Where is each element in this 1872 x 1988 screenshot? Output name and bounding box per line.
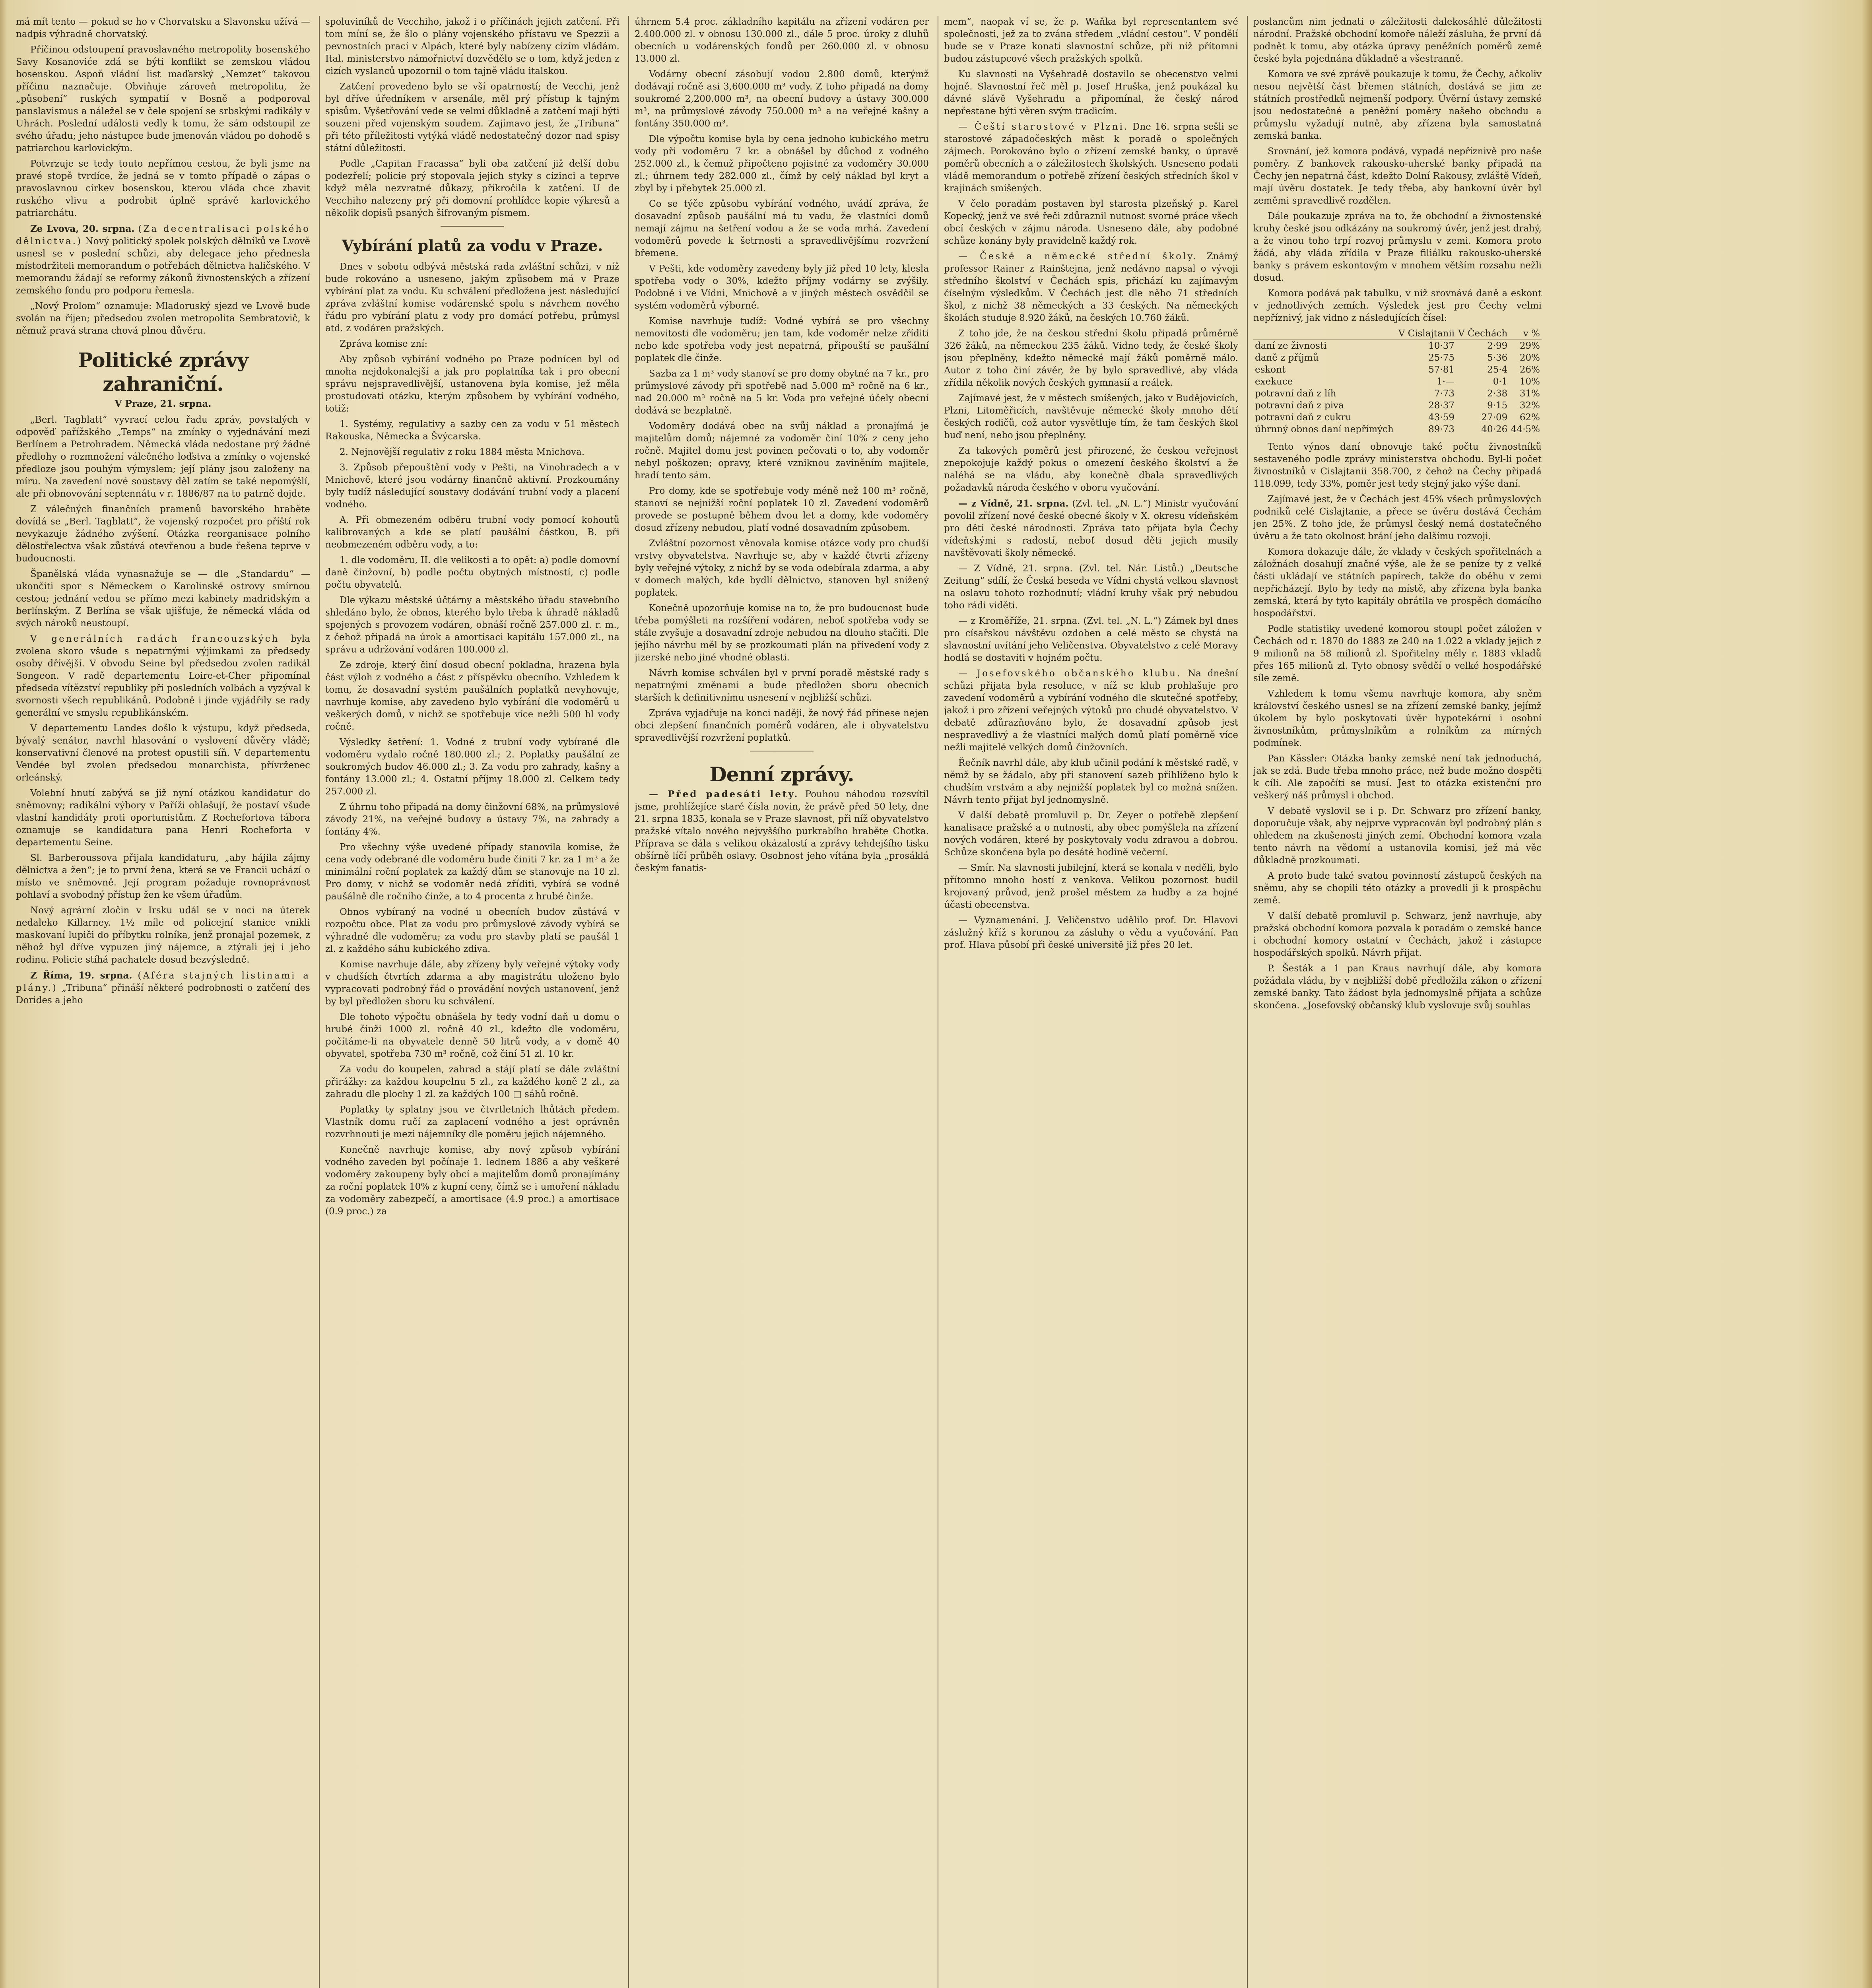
table-cell: 62% [1519,412,1540,423]
table-header-cell: V Cislajtanii [1396,328,1456,340]
paragraph: Sazba za 1 m³ vody stanoví se pro domy obytné na 7 kr., pro průmyslové závody při spotřebě nad 5.000 m³ ročně na 6 kr., nad 20.000 m³ ročně na 5 kr. Voda pro veřejné účely obecní dodává se bezplatně. [635,369,929,416]
table-cell: 2·99 [1487,341,1508,351]
table-cell: 28·37 [1428,400,1455,411]
column-4 [944,16,1238,1988]
dateline: Z Říma, 19. srpna. [30,970,132,981]
paragraph: A proto bude také svatou povinností zástupců českých na sněmu, aby se chopili této otázky a provedli ji k prospěchu země. [1253,871,1542,906]
table-cell: 32% [1519,400,1540,411]
paragraph: Vzhledem k tomu všemu navrhuje komora, aby sněm království českého usnesl se na zřízení zemské banky, jejímž úkolem by bylo poskytovati úvěr hypotekární i osobní živnostníkům, průmyslníkům a rolníkům za mírných podmínek. [1253,689,1542,748]
paragraph: Tento výnos daní obnovuje také počtu živnostníků sestaveného podle zprávy ministerstva obchodu. Byl-li počet živnostníků v Cislajtanii 358.700, z čehož na Čechy připadá 118.099, tedy 33%, poměr jest tedy stejný jako výše daní. [1253,442,1542,489]
paragraph [635,788,929,875]
paragraph: Řečník navrhl dále, aby klub učinil podání k městské radě, v němž by se žádalo, aby při stanovení sazeb přihlíženo bylo k chudším vrstvám a aby nejnižší poplatek byl co možná snížen. Návrh tento přijat byl jednomyslně. [944,758,1238,805]
paragraph-text: Na dnešní schůzi přijata byla resoluce, v níž se klub prohlašuje pro zavedení vodoměrů a vybírání vodného dle skutečné spotřeby, jakož i pro zřízení veřejných výtoků pro chudé obyvatelstvo. V debatě zdůrazňováno bylo, že dosavadní způsob jest nespravedlivý a že vlastníci malých domů platí poměrně více nežli majitelé velkých domů činžovních. [944,668,1238,753]
paragraph: A. Při obmezeném odběru trubní vody pomocí kohoutů kalibrovaných a kde se platí paušální částkou, B. při neobmezeném odběru vody, a to: [325,515,619,550]
paragraph: Podle statistiky uvedené komorou stoupl počet záložen v Čechách od r. 1870 do 1883 ze 240 na 1.022 a vklady jejich z 9 milionů na 58 milionů zl. Spořitelny měly r. 1883 vkladů přes 165 milionů zl. Tyto obnosy svědčí o velké hospodářské síle země. [1253,624,1542,683]
paragraph: Podle „Capitan Fracassa“ byli oba zatčení již delší dobu podezřelí; policie prý stopovala jejich styky s cizinci a teprve když měla nezvratné důkazy, přikročila k zatčení. U de Vecchiho nalezeny prý při domovní prohlídce kopie výkresů a několik dopisů psaných šifrovaným písmem. [325,159,619,218]
paragraph: Dále poukazuje zpráva na to, že obchodní a živnostenské kruhy české jsou odkázány na soukromý úvěr, jenž jest drahý, a že vinou toho trpí rozvoj průmyslu v zemi. Komora proto žádá, aby vláda zřídila v Praze filiálku rakousko-uherské banky s právem eskontovým v mnohem větším rozsahu nežli dosud. [1253,211,1542,283]
paragraph: — z Kroměříže, 21. srpna. (Zvl. tel. „N. L.“) Zámek byl dnes pro císařskou návštěvu ozdoben a celé město se chystá na slavnostní uvítání jeho Veličenstva. Obyvatelstvo z celé Moravy hodlá se dostaviti v hojném počtu. [944,616,1238,663]
dateline: — z Vídně, 21. srpna. [958,498,1069,509]
paragraph: Zatčení provedeno bylo se vší opatrností; de Vecchi, jenž byl dříve úředníkem v arsenále, měl prý přístup k tajným spisům. Vyšetřování vede se velmi důkladně a zatčení mají býti souzeni před vojenským soudem. Zajímavo jest, že „Tribuna“ při této příležitosti vytýká vládě nedostatečný dozor nad spisy státní důležitosti. [325,82,619,153]
paragraph: — Vyznamenání. J. Veličenstvo udělilo prof. Dr. Hlavovi záslužný kříž s korunou za zásluhy o vědu a vyučování. Pan prof. Hlava působí při české universitě již přes 20 let. [944,915,1238,950]
paragraph-text: Nový politický spolek polských dělníků ve Lvově usnesl se v poslední schůzi, aby delegace jeho přednesla místodržiteli memorandum o potřebách dělnictva haličského. V memorandu žádají se reformy zákonů živnostenských a zřízení zemského fondu pro podporu řemesla. [16,236,310,296]
dateline: Ze Lvova, 20. srpna. [30,223,135,234]
paragraph: Dle tohoto výpočtu obnášela by tedy vodní daň u domu o hrubé činži 1000 zl. ročně 40 zl., kdežto dle vodoměru, počítáme-li na obyvatele denně 50 litrů vody, a v domě 40 obyvatel, spotřeba 730 m³ ročně, což činí 51 zl. 10 kr. [325,1012,619,1059]
paragraph: Pro domy, kde se spotřebuje vody méně než 100 m³ ročně, stanoví se nejnižší roční poplatek 10 zl. Zavedení vodoměrů provede se postupně během dvou let a domy, kde vodoměry dosud zřízeny nebudou, platí vodné dosavadním způsobem. [635,486,929,533]
paragraph: poslancům nim jednati o záležitosti dalekosáhlé důležitosti národní. Pražské obchodní komoře náleží zásluha, že první dá podnět k tomu, aby otázka úpravy peněžních poměrů země české byla pojednána důkladně a všestranně. [1253,17,1542,64]
table-cell: potravní daň z cukru [1255,412,1352,423]
paragraph: Zajímavé jest, že v Čechách jest 45% všech průmyslových podniků celé Cislajtanie, a přece se úvěru dostává Čechám jen 25%. Z toho jde, že průmysl český nemá dostatečného úvěru a že tato okolnost brání jeho dalšímu rozvoji. [1253,494,1542,542]
table-row [1253,376,1542,388]
table-cell: 0·1 [1493,377,1508,387]
paragraph: Srovnání, jež komora podává, vypadá nepříznivě pro naše poměry. Z bankovek rakousko-uherské banky připadá na Čechy jen nepatrná část, kdežto Dolní Rakousy, zvláště Vídeň, mají úvěru dostatek. Je tedy třeba, aby bankovní úvěr byl zeměmi spravedlivě rozdělen. [1253,146,1542,206]
paragraph: V debatě vyslovil se i p. Dr. Schwarz pro zřízení banky, doporučuje však, aby nejprve vypracován byl podrobný plán s ohledem na zkušenosti jiných zemí. Obchodní komora vzala tento návrh na vědomí a ustanovila komisi, jež má věc důkladně prozkoumati. [1253,806,1542,866]
paragraph: mem“, naopak ví se, že p. Waňka byl representantem své společnosti, jež za to zvána středem „vládní cestou“. V pondělí bude se v Praze konati slavnostní schůze, při níž přítomni budou zástupcové všech pražských spolků. [944,17,1238,64]
paragraph: Vodoměry dodává obec na svůj náklad a pronajímá je majitelům domů; nájemné za vodoměr činí 10% z ceny jeho ročně. Majitel domu jest povinen pečovati o to, aby vodoměr nebyl poškozen; opravy, které vzniknou zaviněním majitele, hradí tento sám. [635,421,929,481]
paragraph [944,121,1238,195]
column-rule [628,16,629,1988]
table-row [1253,352,1542,364]
paragraph-text: „Tribuna“ přináší některé podrobnosti o zatčení des Dorides a jeho [16,983,310,1006]
paragraph-text: Dne 16. srpna sešli se starostové západočeských měst k poradě o společných zájmech. Porokováno bylo o zřízení zemské banky, o úpravě poměrů obecních a o záležitostech školských. Usneseno podati vládě memorandum o potřebě zřízení českých středních škol v krajinách smíšených. [944,122,1238,194]
table-header-row [1253,328,1542,340]
paragraph: Výsledky šetření: 1. Vodné z trubní vody vybírané dle vodoměru vydalo ročně 180.000 zl.; 2. Poplatky paušální ze soukromých budov 46.000 zl.; 3. Za vodu pro zahrady, kašny a fontány 13.000 zl.; 4. Ostatní příjmy 18.000 zl. Celkem tedy 257.000 zl. [325,737,619,797]
paragraph: má mít tento — pokud se ho v Chorvatsku a Slavonsku užívá — nadpis výhradně chorvatský. [16,17,310,39]
paragraph: úhrnem 5.4 proc. základního kapitálu na zřízení vodáren per 2.400.000 zl. v obnosu 130.000 zl., dále 5 proc. úroky z dluhů obecních u vodárenských fondů per 260.000 zl. v obnosu 13.000 zl. [635,17,929,64]
paragraph: Vodárny obecní zásobují vodou 2.800 domů, kterýmž dodávají ročně asi 3,600.000 m³ vody. Z toho připadá na domy soukromé 2,200.000 m³, na obecní budovy a ústavy 300.000 m³, na průmyslové závody 750.000 m³ a na veřejné kašny a fontány 350.000 m³. [635,69,929,129]
paragraph: Konečně navrhuje komise, aby nový způsob vybírání vodného zaveden byl počínaje 1. lednem 1886 a aby veškeré vodoměry zakoupeny byly obcí a majitelům domů pronajímány za roční poplatek 10% z kupní ceny, čímž se i umoření nákladu za vodoměry zabezpečí, a amortisace (4.9 proc.) a amortisace (0.9 proc.) za [325,1145,619,1217]
table-cell: 43·59 [1428,412,1455,423]
paragraph: Dnes v sobotu odbývá městská rada zvláštní schůzi, v níž bude rokováno a usneseno, jakým způsobem má v Praze vybírání plat za vodu. Ku schválení předložena jest následující zpráva zvláštní komise vodárenské spolu s návrhem nového řádu pro vybírání platu z vody pro domácí potřebu, průmysl atd. z vodáren pražských. [325,262,619,334]
paragraph: — Z Vídně, 21. srpna. (Zvl. tel. Nár. Listů.) „Deutsche Zeitung“ sdílí, že Česká beseda ve Vídni chystá velkou slavnost na oslavu tohoto rozhodnutí; vládní kruhy však prý nebudou toho rádi viděti. [944,563,1238,611]
paragraph: spoluviníků de Vecchiho, jakož i o příčinách jejich zatčení. Při tom míní se, že šlo o plány vojenského přístavu ve Spezzii a pevnostních prací v Alpách, které byly nabízeny cizím vládám. Ital. ministerstvo námořnictví dozvědělo se o tom, když jeden z cizích vyslanců upozornil o tom tajně vládu italskou. [325,17,619,76]
spaced-subheading: — Před padesáti lety. [649,789,799,800]
table-cell: 27·09 [1481,412,1508,423]
paragraph: Ze zdroje, který činí dosud obecní pokladna, hrazena byla část výloh z vodného a část z příspěvku obecního. Vzhledem k tomu, že dosavadní systém paušálních poplatků nevyhovuje, navrhuje komise, aby zavedeno bylo vybírání dle vodoměrů u veškerých domů, v nichž se spotřebuje více nežli 500 hl vody ročně. [325,660,619,732]
column-5 [1253,16,1846,1988]
paragraph-text: Známý professor Rainer z Rainštejna, jenž nedávno napsal o vývoji středního školství v Čechách spis, přichází ku zajímavým číselným výsledkům. V Čechách jest dle něho 71 středních škol, z nichž 38 německých a 33 českých. Na německých školách studuje 8.920 žáků, na českých 10.760 žáků. [944,251,1238,323]
table-row [1253,364,1542,376]
spaced-subheading: (Aféra stajných listinami a plány.) [16,971,310,993]
spaced-subheading: (Za decentralisaci polského dělnictva.) [16,224,310,247]
section-dateline: V Praze, 21. srpna. [115,398,212,409]
paragraph: Za takových poměrů jest přirozené, že českou veřejnost znepokojuje každý pokus o omezení českého školství a že naléhá se na vládu, aby konečně dbala spravedlivých požadavků národa českého v oboru vyučování. [944,446,1238,493]
paragraph: Potvrzuje se tedy touto nepřímou cestou, že byli jsme na pravé stopě tvrdíce, že jedná se v tomto případě o zápas o pravoslavnou církev bosenskou, kterou vláda chce zbavit ruského vlivu a podrobit úplně správě karlovického patriarchátu. [16,159,310,218]
section-heading-foreign-politics: Politické zprávy zahraniční. [78,348,249,396]
paragraph: Příčinou odstoupení pravoslavného metropolity bosenského Savy Kosanoviće zdá se býti konflikt se zemskou vládou bosenskou. Aspoň vládní list maďarský „Nemzet“ takovou příčinu naznačuje. Obviňuje zároveň metropolitu, že „působení“ ruských sympatií v Bosně a podporoval panslavismus a náležel se v čele spojení se srbskými radikály v Uhrách. Poslední události vedly k tomu, že sám odstoupil ze svého úřadu; jeho nástupce bude jmenován vládou po dohodě s patriarchou karlovickým. [16,45,310,153]
paragraph: Dle výkazu městské účtárny a městského úřadu stavebního shledáno bylo, že obnos, kterého bylo třeba k úhradě nákladů spojených s provozem vodáren, obnáší ročně 257.000 zl. r. m., z čehož připadá na úrok a amortisaci kapitálu 157.000 zl., na správu a udržování vodáren 100.000 zl. [325,595,619,655]
column-rule [319,16,320,1988]
paragraph: V departementu Landes došlo k výstupu, když předseda, bývalý senátor, navrhl hlasování o vyslovení důvěry vládě; konservativní členové na protest opustili síň. V departementu Vendée byl zvolen předsedou monarchista, přívrženec orleánský. [16,723,310,783]
spaced-subheading: — Josefovského občanského klubu. [958,668,1182,679]
paragraph: Návrh komise schválen byl v první poradě městské rady s nepatrnými změnami a bude předložen sboru obecních starších k definitivnímu usnesení v nejbližší schůzi. [635,668,929,703]
section-heading-daily-news: Denní zprávy. [709,763,854,786]
paragraph: Komora ve své zprávě poukazuje k tomu, že Čechy, ačkoliv nesou největší část břemen státních, dostává se jim ze státních prostředků nejmenší podpory. Úvěrní ústavy zemské jsou nedostatečné a peněžní poměry našeho obchodu a průmyslu vyžadují nutně, aby zřízena byla samostatná zemská banka. [1253,69,1542,141]
paragraph: Konečně upozorňuje komise na to, že pro budoucnost bude třeba pomýšleti na rozšíření vodáren, neboť spotřeba vody se stále zvyšuje a dosavadní zdroje nebudou na dlouho stačiti. Dle jejího návrhu měl by se prozkoumati plán na přivedení vody z jizerské nebo jiné vhodné oblasti. [635,603,929,663]
paragraph [16,223,310,297]
spaced-subheading: — Čeští starostové v Plzni. [958,122,1129,132]
page-edge-shadow [1862,0,1872,1988]
paragraph: Aby způsob vybírání vodného po Praze podnícen byl od mnoha nejdokonalejší a jak pro poplatníka tak i pro obecní správu nejspravedlivější, ustanovena byla komise, jež měla prostudovati otázku, kterým způsobem by vybírání vodného, totiž: [325,354,619,414]
table-cell: daně z příjmů [1255,353,1319,363]
separator [441,226,504,227]
paragraph: Co se týče způsobu vybírání vodného, uvádí zpráva, že dosavadní způsob paušální má tu vadu, že vlastníci domů nemají zájmu na šetření vodou a že se voda mrhá. Zavedení vodoměrů povede k šetrnosti a spravedlivějšímu rozvržení břemene. [635,199,929,258]
list-item: 1. Systémy, regulativy a sazby cen za vodu v 51 městech Rakouska, Německa a Švýcarska. [325,419,619,442]
table-row [1253,388,1542,400]
table-cell: 10·37 [1428,341,1455,351]
paragraph: V Pešti, kde vodoměry zavedeny byly již před 10 lety, klesla spotřeba vody o 30%, kdežto příjmy vodárny se zvýšily. Podobně i ve Vídni, Mnichově a v jiných městech osvědčil se systém vodoměrů výborně. [635,264,929,311]
table-cell: 10% [1519,377,1540,387]
table-cell: 7·73 [1434,388,1455,399]
paragraph: Zpráva vyjadřuje na konci naději, že nový řád přinese nejen obci zlepšení finančních poměrů vodáren, ale i obyvatelstvu spravedlivější rozvržení poplatků. [635,708,929,743]
paragraph: Komise navrhuje tudíž: Vodné vybírá se pro všechny nemovitosti dle vodoměru; jen tam, kde vodoměr nelze zříditi nebo kde spotřeba vody jest nepatrná, připouští se paušální poplatek dle činže. [635,316,929,363]
table-cell: 40·26 [1481,424,1508,435]
column-2 [325,16,619,1988]
paragraph: Pro všechny výše uvedené případy stanovila komise, že cena vody odebrané dle vodoměru bude činiti 7 kr. za 1 m³ a že minimální roční poplatek za každý dům se stanovuje na 10 zl. Pro domy, v nichž se vodoměr nedá zříditi, vybírá se vodné paušálně dle ročního činže, a to 4 procenta z hrubé činže. [325,842,619,902]
column-1 [16,16,310,1988]
paragraph: Komora dokazuje dále, že vklady v českých spořitelnách a záložnách dosahují značné výše, ale že se peníze ty z velké části ukládají ve státních papírech, takže do oběhu v zemi nepřicházejí. Bylo by tedy na místě, aby zřízena byla banka zemská, která by tyto kapitály obrátila ve prospěch domácího hospodářství. [1253,547,1542,619]
paragraph [16,633,310,719]
table-cell: potravní daň z líh [1255,388,1336,399]
table-cell: 29% [1519,341,1540,351]
paragraph: V další debatě promluvil p. Dr. Zeyer o potřebě zlepšení kanalisace pražské a o nutnosti, aby obec pomýšlela na zřízení nových vodáren, které by poskytovaly vodu zdravou a dobrou. Schůze skončena byla po desáté hodině večerní. [944,810,1238,858]
paragraph: Z úhrnu toho připadá na domy činžovní 68%, na průmyslové závody 21%, na veřejné budovy a ústavy 7%, na zahrady a fontány 4%. [325,802,619,837]
table-cell: 25·75 [1428,353,1455,363]
table-header-cell: V Čechách [1456,328,1509,340]
table-row [1253,400,1542,412]
paragraph: Poplatky ty splatny jsou ve čtvrtletních lhůtách předem. Vlastník domu ručí za zaplacení vodného a jest oprávněn rozvrhnouti je mezi nájemníky dle poměru jejich nájemného. [325,1105,619,1140]
paragraph: „Nový Prolom“ oznamuje: Mladoruský sjezd ve Lvově bude svolán na říjen; předsedou zvolen metropolita Sembratovič, k němuž pravá strana chová plnou důvěru. [16,301,310,336]
table-cell: 20% [1519,353,1540,363]
table-row [1253,412,1542,423]
table-cell: 89·73 [1428,424,1455,435]
paragraph: Zajímavé jest, že v městech smíšených, jako v Budějovicích, Plzni, Litoměřicích, navštěvuje německé školy mnoho dětí českých rodičů, což autor vysvětluje tím, že tam českých škol buď není, nebo jsou přeplněny. [944,393,1238,441]
paragraph: 1. dle vodoměru, II. dle velikosti a to opět: a) podle domovní daně činžovní, b) podle počtu obytných místností, c) podle počtu obyvatelů. [325,555,619,590]
paragraph [944,497,1238,559]
table-cell: 44·5% [1511,424,1540,435]
table-cell: daní ze živnosti [1255,341,1327,351]
list-item: 3. Způsob přepouštění vody v Pešti, na Vinohradech a v Mnichově, které jsou vodárny finančně aktivní. Prozkoumány byly tudíž následující soustavy dodávání trubní vody a placení vodného. [325,462,619,510]
paragraph: Z toho jde, že na českou střední školu připadá průměrně 326 žáků, na německou 235 žáků. Vidno tedy, že české školy jsou přeplněny, kdežto německé mají žáků poměrně málo. Autor z toho činí závěr, že by bylo spravedlivé, aby vláda zřídila několik nových českých gymnasií a reálek. [944,328,1238,388]
paragraph: Volební hnutí zabývá se již nyní otázkou kandidatur do sněmovny; radikální výbory v Paříži ohlašují, že postaví všude vlastní kandidáty proti oportunistům. Z Rochefortova tábora oznamuje se kandidatura pana Henri Rocheforta v departementu Seine. [16,788,310,848]
paragraph: V čelo poradám postaven byl starosta plzeňský p. Karel Kopecký, jenž ve své řeči zdůraznil nutnost svorné práce všech obcí českých v zájmu národa. Usneseno dále, aby podobné schůze konány byly pravidelně každý rok. [944,199,1238,246]
paragraph-text: Pouhou náhodou rozsvítil jsme, prohlížejíce staré čísla novin, že právě před 50 lety, dne 21. srpna 1835, konala se v Praze slavnost, při níž obyvatelstvo pražské vítalo nového nejvyššího purkrabího hraběte Chotka. Příprava se dála s velikou okázalostí a zprávy tehdejšího tisku obšírně líčí průběh oslavy. Osobnost jeho vítána byla „prosáklá českým fanatis- [635,789,929,874]
paragraph [944,668,1238,754]
table-cell: 2·38 [1487,388,1508,399]
paragraph: „Berl. Tagblatt“ vyvrací celou řadu zpráv, povstalých v odpověď pařížského „Temps“ na zmínky o vyjednávání mezi Berlínem a Petrohradem. Německá vláda nedostane prý žádné předlohy o rozmnožení válečného loďstva a zmínky o vojenské předloze jsou pouhým výmyslem; její plány jsou založeny na míru. Na zavedení nové soustavy děl zatím se také nepomýšlí, ale při obnovování septennátu v r. 1886/87 na to patrně dojde. [16,415,310,499]
paragraph: Nový agrární zločin v Irsku udál se v noci na úterek nedaleko Killarney. 1½ míle od policejní stanice vnikli maskovaní lupiči do příbytku rolníka, jenž pronajal pozemek, z něhož byl dříve vypuzen jiný nájemce, a ztýrali jej i jeho rodinu. Policie stíhá pachatele dosud bezvýsledně. [16,905,310,965]
tax-comparison-table [1253,328,1542,435]
table-cell: exekuce [1255,377,1293,387]
column-5-flow [1253,16,1846,1988]
spaced-subheading: V generálních radách francouzských [30,634,280,644]
page-binding-shadow [0,0,7,1988]
table-cell: potravní daň z piva [1255,400,1344,411]
table-row [1253,340,1542,352]
paragraph: Sl. Barberoussova přijala kandidaturu, „aby hájila zájmy dělnictva a žen“; je to první žena, která se ve Francii uchází o místo ve sněmovně. Její program požaduje rovnoprávnost pohlaví a svobodný přístup žen ke všem úřadům. [16,853,310,900]
table-cell: 25·4 [1487,365,1508,375]
table-cell: 1·— [1437,377,1455,387]
paragraph [944,250,1238,324]
paragraph: Španělská vláda vynasnažuje se — dle „Standardu“ — ukončiti spor s Německem o Karolinské ostrovy smírnou cestou; jednání vedou se přímo mezi kabinety madridským a berlínským. Z Berlína se však ujišťuje, že německá vláda od svých nároků neustoupí. [16,569,310,629]
paragraph: Zvláštní pozornost věnovala komise otázce vody pro chudší vrstvy obyvatelstva. Navrhuje se, aby v každé čtvrti zřízeny byly veřejné výtoky, z nichž by se voda odebírala zdarma, a aby v domech malých, kde bydlí dělnictvo, stanoven byl snížený poplatek. [635,538,929,598]
paragraph: V další debatě promluvil p. Schwarz, jenž navrhuje, aby pražská obchodní komora pozvala k poradám o zemské bance i obchodní komory ostatní v Čechách, jakož i zástupce hospodářských spolků. Návrh přijat. [1253,911,1542,958]
table-cell: 9·15 [1487,400,1508,411]
paragraph: Za vodu do koupelen, zahrad a stájí platí se dále zvláštní přirážky: za každou koupelnu 5 zl., za každého koně 2 zl., za zahradu dle plochy 1 zl. za každých 100 □ sáhů ročně. [325,1064,619,1099]
list-item: 2. Nejnovější regulativ z roku 1884 města Mnichova. [340,447,585,457]
paragraph: P. Šesták a 1 pan Kraus navrhují dále, aby komora požádala vládu, by v nejbližší době předložila zákon o zřízení zemské banky. Tato žádost byla jednomyslně přijata a schůze skončena. „Josefovský občanský klub vyslovuje svůj souhlas [1253,963,1542,1011]
column-3 [635,16,929,1988]
table-cell: 5·36 [1487,353,1508,363]
paragraph [16,969,310,1007]
article-heading-water-fees: Vybírání platů za vodu v Praze. [342,237,603,254]
paragraph: Z válečných finančních pramenů bavorského hraběte dovídá se „Berl. Tagblatt“, že vojenský rozpočet pro příští rok nevykazuje žádného zvýšení. Otázka reorganisace polního dělostřelectva však zůstává otevřenou a bude řešena teprve v budoucnosti. [16,504,310,564]
paragraph: Pan Kässler: Otázka banky zemské není tak jednoduchá, jak se zdá. Bude třeba mnoho práce, než bude možno dospěti k cíli. Ale započíti se musí. Jest to otázka existenční pro veškerý náš průmysl i obchod. [1253,753,1542,801]
table-cell: 31% [1519,388,1540,399]
paragraph-text: byla zvolena skoro všude s nepatrnými výjimkami za předsedy osoby dřívější. V obvodu Seine byl předsedou zvolen radikál Songeon. V radě departementu Loire-et-Cher připomínal předseda vítězství republiky při posledních volbách a vyzýval k svornosti všech republikánů. Podobně i jinde vyjádřily se rady generální ve smyslu republikánském. [16,634,310,718]
paragraph: Ku slavnosti na Vyšehradě dostavilo se obecenstvo velmi hojně. Slavnostní řeč měl p. Josef Hruška, jenž poukázal ku dávné slávě Vyšehradu a připomínal, že český národ nepřestane býti věren svým tradicím. [944,69,1238,116]
paragraph: Komise navrhuje dále, aby zřízeny byly veřejné výtoky vody v chudších čtvrtích zdarma a aby magistrátu uloženo bylo vypracovati podrobný řád o provádění nových ustanovení, jenž by byl předložen sboru ku schválení. [325,959,619,1007]
table-cell: 26% [1519,365,1540,375]
paragraph-text: (Zvl. tel. „N. L.“) Ministr vyučování povolil zřízení nové české obecné školy v X. okresu vídeňském pro děti české národnosti. Zpráva tato přijata byla Čechy vídeňskými s radostí, neboť dosud děti jejich musily navštěvovati školy německé. [944,499,1238,558]
paragraph: — Smír. Na slavnosti jubilejní, která se konala v neděli, bylo přítomno mnoho hostí z venkova. Velikou pozornost budil krojovaný průvod, jenž prošel městem za hudby a za hojné účasti obecenstva. [944,863,1238,910]
table-cell: úhrnný obnos daní nepřímých [1255,424,1394,435]
table-row [1253,423,1542,435]
table-header-cell [1253,328,1396,340]
table-header-cell: v % [1509,328,1542,340]
paragraph: Dle výpočtu komise byla by cena jednoho kubického metru vody při vodoměru 7 kr. a obnášel by důchod z vodného 252.000 zl., k čemuž připočteno pojistné za vodoměry 30.000 zl.; úhrnem tedy 282.000 zl., čímž by celý náklad byl kryt a zbyl by i přebytek 25.000 zl. [635,134,929,194]
table-cell: eskont [1255,365,1286,375]
paragraph: Zpráva komise zní: [340,339,428,349]
paragraph: Obnos vybíraný na vodné u obecních budov zůstává v rozpočtu obce. Plat za vodu pro průmyslové závody vybírá se výhradně dle vodoměru; za vodu pro stavby platí se paušál 1 zl. z každého sáhu kubického zdiva. [325,907,619,954]
paragraph: Komora podává pak tabulku, v níž srovnává daně a eskont v jednotlivých zemích. Výsledek jest pro Čechy velmi nepříznivý, jak vidno z následujících čísel: [1253,288,1542,323]
spaced-subheading: — České a německé střední školy. [958,251,1198,262]
table-cell: 57·81 [1428,365,1455,375]
column-rule [1247,16,1248,1988]
